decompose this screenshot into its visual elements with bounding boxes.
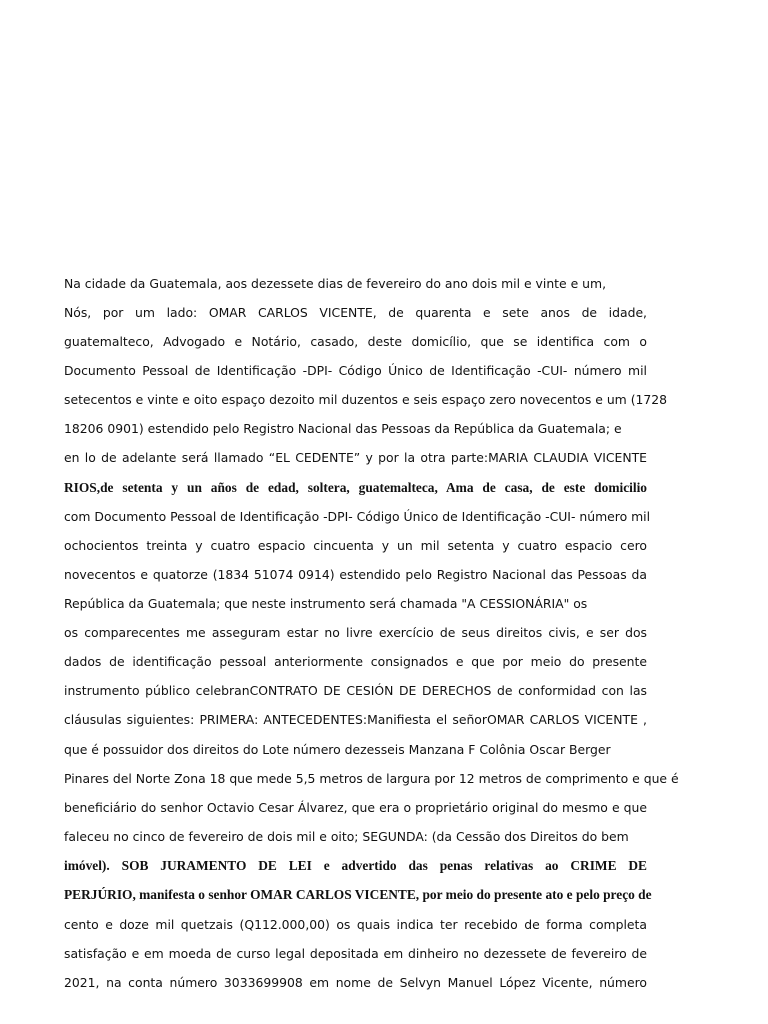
text-line: beneficiário do senhor Octavio Cesar Álvarez, que era o proprietário original do mesmo e que [64,800,647,815]
text-line: setecentos e vinte e oito espaço dezoito mil duzentos e seis espaço zero novecentos e um (1728 [64,392,668,407]
text-segment: cláusulas siguientes: PRIMERA: ANTECEDENTES:Manifiesta el señor [64,712,487,727]
text-line: que é possuidor dos direitos do Lote número dezesseis Manzana F Colônia Oscar Berger [64,742,611,757]
contract-title-segment: CONTRATO DE CESIÓN DE DERECHOS [249,683,492,698]
text-line [64,477,647,499]
party-role-segment: "A CESSIONÁRIA" os [461,596,588,611]
text-line: guatemalteco, Advogado e Notário, casado, deste domicílio, que se identifica com o [64,334,647,349]
text-line: os comparecentes me asseguram estar no livre exercício de seus direitos civis, e ser dos [64,625,647,640]
text-line [64,593,647,615]
text-line [64,447,647,469]
text-segment: de conformidad con las [491,683,647,698]
text-line: Nós, por um lado: OMAR CARLOS VICENTE, de quarenta e sete anos de idade, [64,305,647,320]
text-segment: PERJÚRIO, manifesta o senhor [64,887,251,902]
text-line: Documento Pessoal de Identificação -DPI- Código Único de Identificação -CUI- número mil [64,363,647,378]
text-line [64,709,647,731]
text-line: imóvel). SOB JURAMENTO DE LEI e advertido das penas relativas ao CRIME DE [64,858,647,873]
party-name-segment: RIOS, [64,480,101,495]
text-line: dados de identificação pessoal anteriormente consignados e que por meio do presente [64,654,647,669]
text-segment: en lo de adelante será llamado “EL CEDENTE” y por la otra parte: [64,450,489,465]
text-line: com Documento Pessoal de Identificação -DPI- Código Único de Identificação -CUI- número mil [64,509,651,524]
party-name-segment: MARIA CLAUDIA VICENTE [488,450,647,465]
text-line: ochocientos treinta y cuatro espacio cincuenta y un mil setenta y cuatro espacio cero [64,538,647,553]
text-segment: República da Guatemala; que neste instrumento será chamada [64,596,462,611]
text-line: Na cidade da Guatemala, aos dezessete dias de fevereiro do ano dois mil e vinte e um, [64,276,607,291]
text-segment: , por meio do presente ato e pelo preço de [415,887,652,902]
text-line: novecentos e quatorze (1834 51074 0914) estendido pelo Registro Nacional das Pessoas da [64,567,647,582]
text-line: faleceu no cinco de fevereiro de dois mil e oito; SEGUNDA: (da Cessão dos Direitos do bem [64,829,629,844]
text-line [64,680,647,702]
text-line: 18206 0901) estendido pelo Registro Nacional das Pessoas da República da Guatemala; e [64,421,622,436]
text-segment: instrumento público celebran [64,683,250,698]
text-line [64,884,652,906]
text-segment: de setenta y un años de edad, soltera, guatemalteca, Ama de casa, de este domicilio [100,480,647,495]
party-name-segment: OMAR CARLOS VICENTE [250,887,416,902]
text-line: Pinares del Norte Zona 18 que mede 5,5 metros de largura por 12 metros de comprimento e que é [64,771,679,786]
party-name-segment: OMAR CARLOS VICENTE , [486,712,647,727]
text-line: satisfação e em moeda de curso legal depositada em dinheiro no dezessete de fevereiro de [64,946,647,961]
text-line: 2021, na conta número 3033699908 em nome de Selvyn Manuel López Vicente, número [64,975,647,990]
text-line: cento e doze mil quetzais (Q112.000,00) os quais indica ter recebido de forma completa [64,917,647,932]
